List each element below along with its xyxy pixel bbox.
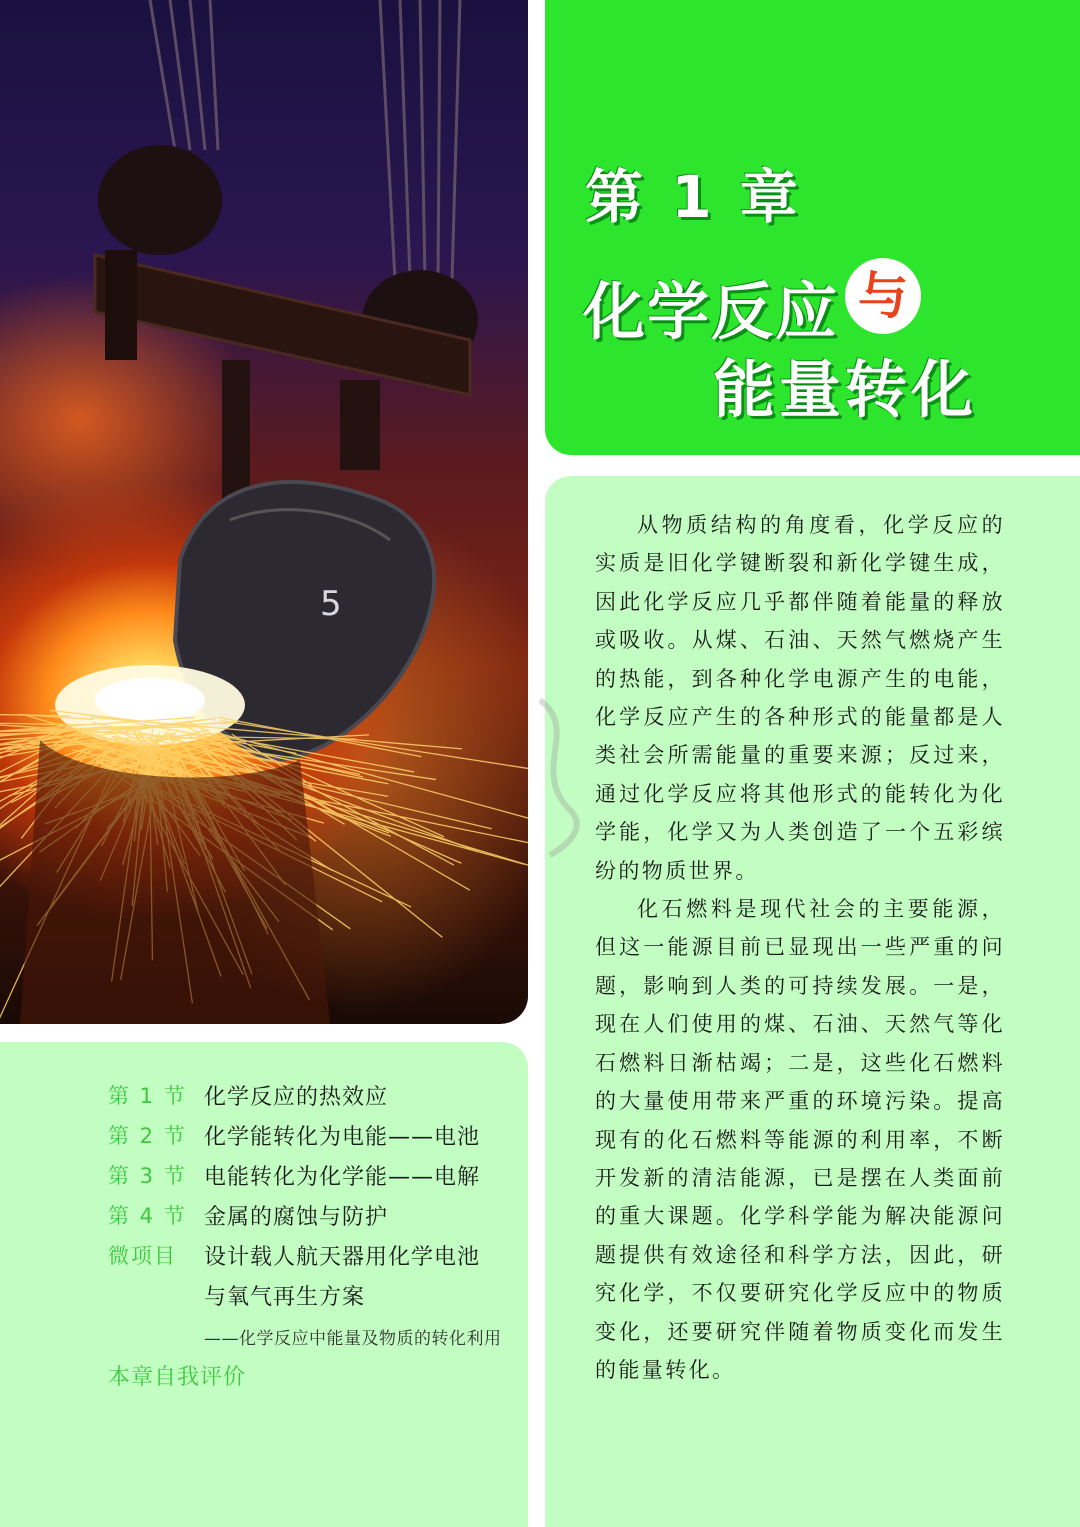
ladle-number: 5 bbox=[320, 584, 342, 624]
toc-item-title: 金属的腐蚀与防护 bbox=[204, 1205, 389, 1230]
photo-illustration bbox=[0, 0, 528, 1024]
chapter-label: 第 1 章 bbox=[585, 163, 802, 231]
chapter-header bbox=[545, 0, 1080, 455]
toc-item-label: 第 1 节 bbox=[108, 1084, 187, 1108]
intro-panel bbox=[545, 476, 1080, 1527]
toc-item-title: 化学能转化为电能——电池 bbox=[204, 1125, 481, 1150]
toc-item-label: 第 3 节 bbox=[108, 1164, 187, 1188]
intro-paragraph: 化石燃料是现代社会的主要能源，但这一能源目前已显现出一些严重的问题，影响到人类的可持续发展。一是，现在人们使用的煤、石油、天然气等化石燃料日渐枯竭；二是，这些化石燃料的大量使用带来严重的环境污染。提高现有的化石燃料等能源的利用率，不断开发新的清洁能源，已是摆在人类面前的重大课题。化学科学能为解决能源问题提供有效途径和科学方法，因此，研究化学，不仅要研究化学反应中的物质变化，还要研究伴随着物质变化而发生的能量转化。 bbox=[595, 897, 1005, 1382]
toc-item-title: 电能转化为化学能——电解 bbox=[204, 1165, 481, 1190]
intro-text bbox=[595, 506, 1005, 1389]
intro-paragraph: 从物质结构的角度看，化学反应的实质是旧化学键断裂和新化学键生成，因此化学反应几乎都伴随着能量的释放或吸收。从煤、石油、天然气燃烧产生的热能，到各种化学电源产生的电能，化学反应产生的各种形式的能量都是人类社会所需能量的重要来源；反过来，通过化学反应将其他形式的能转化为化学能，化学又为人类创造了一个五彩缤纷的物质世界。 bbox=[595, 513, 1005, 883]
toc-item-title-line2: 与氧气再生方案 bbox=[204, 1285, 366, 1310]
chapter-title-part1: 化学反应 bbox=[583, 275, 840, 348]
toc-item-label: 第 4 节 bbox=[108, 1204, 187, 1228]
steel-pouring-photo bbox=[0, 0, 528, 1024]
decorative-watermark bbox=[520, 690, 600, 860]
toc-item-label: 第 2 节 bbox=[108, 1124, 187, 1148]
toc-item-title: 化学反应的热效应 bbox=[204, 1085, 389, 1110]
self-evaluation-link[interactable]: 本章自我评价 bbox=[108, 1365, 247, 1390]
chapter-title-connector: 与 bbox=[845, 258, 921, 334]
toc-item-label: 微项目 bbox=[108, 1244, 177, 1268]
chapter-title-part2: 能量转化 bbox=[713, 353, 978, 426]
toc-panel bbox=[0, 1042, 528, 1527]
toc-item-title: 设计载人航天器用化学电池 bbox=[204, 1245, 481, 1270]
toc-item-subtitle: ——化学反应中能量及物质的转化利用 bbox=[204, 1329, 502, 1349]
